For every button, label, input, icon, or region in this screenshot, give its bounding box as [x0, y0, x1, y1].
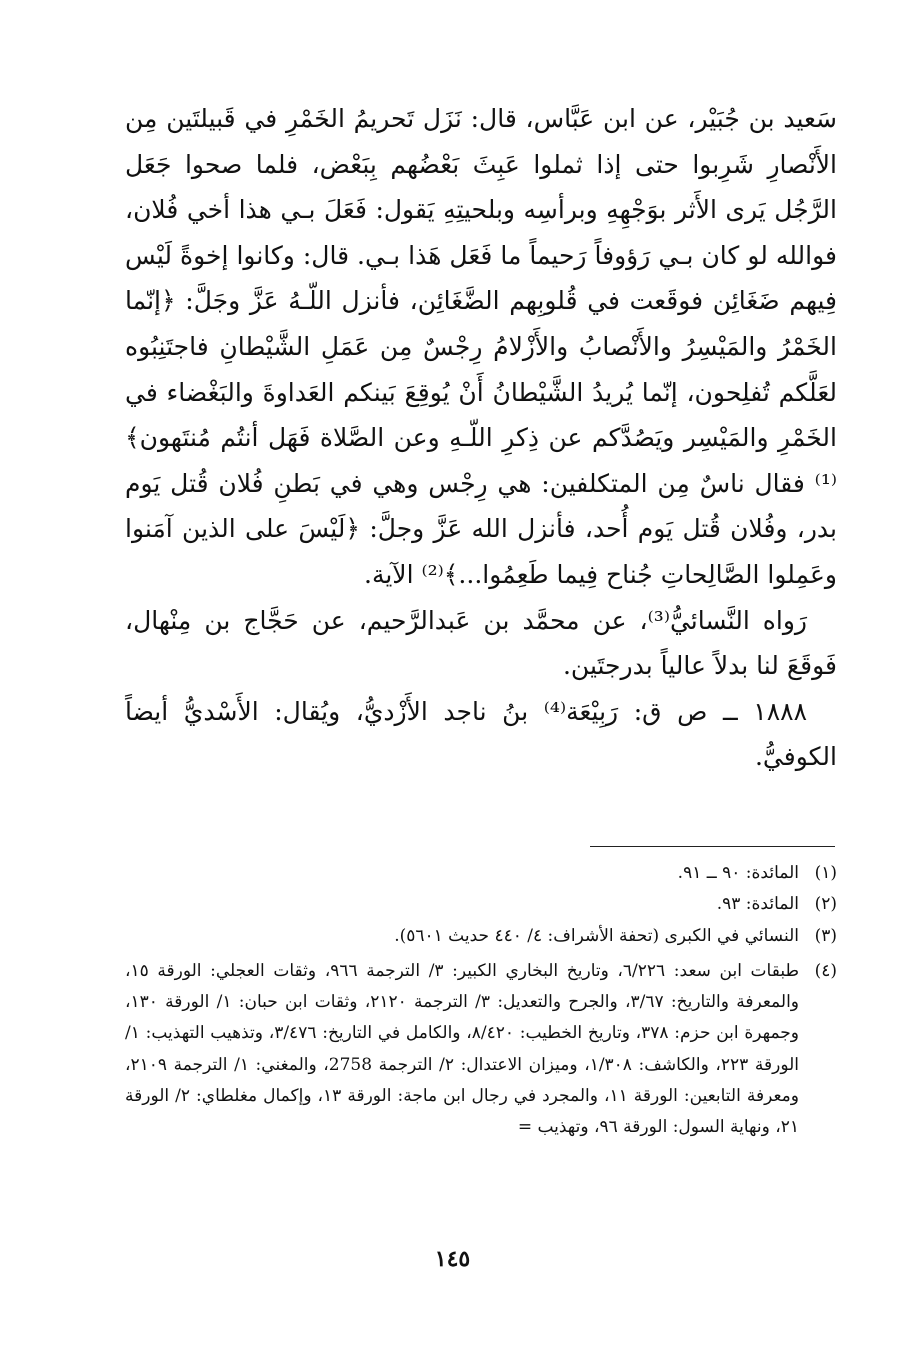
footnote-number: (٣) — [814, 925, 837, 946]
footnotes — [125, 858, 837, 1144]
paragraph-narration: رَواه النَّسائيُّ⁽³⁾، عن محمَّد بن عَبدالرَّحيم، عن حَجَّاج بن مِنْهال، فَوقَعَ لنا بدلاً عالياً بدرجتَين. — [125, 605, 837, 681]
paragraph-entry-1888: ١٨٨٨ ــ ص ق: رَبِيْعَة⁽⁴⁾ بنُ ناجد الأَزْديُّ، ويُقال: الأَسْديُّ أيضاً الكوفيُّ. — [125, 696, 837, 772]
footnote-1 — [125, 858, 837, 889]
footnote-number: (٢) — [814, 894, 837, 915]
footnote-separator — [590, 846, 835, 847]
main-text — [125, 96, 837, 780]
footnote-2 — [125, 889, 837, 920]
page-number: ١٤٥ — [434, 1246, 471, 1272]
footnote-3 — [125, 921, 837, 952]
footnote-number: (٤) — [814, 960, 837, 981]
footnote-text: طبقات ابن سعد: ٦/٢٢٦، وتاريخ البخاري الكبير: ٣/ الترجمة ٩٦٦، وثقات العجلي: الورقة ١٥، والمعرفة والتاريخ: ٣/٦٧، والجرح والتعديل: ٣/ الترجمة ٢١٢٠، وثقات ابن حبان: ١/ الورقة ١٣٠، وجمهرة ابن حزم: ٣٧٨، وتاريخ الخطيب: ٨/٤٢٠، والكامل في التاريخ: ٣/٤٧٦، وتذهيب التهذيب: ١/ الورقة ٢٢٣، والكاشف: ١/٣٠٨، وميزان الاعتدال: ٢/ الترجمة 2758، والمغني: ١/ الترجمة ٢١٠٩، ومعرفة التابعين: الورقة ١١، والمجرد في رجال ابن ماجة: الورقة ١٣، وإكمال مغلطاي: ٢/ الورقة ٢١، ونهاية السول: الورقة ٩٦، وتهذيب = — [125, 960, 800, 1138]
footnote-text: المائدة: ٩٠ ــ ٩١. — [677, 863, 799, 883]
paragraph-hadith: سَعيد بن جُبَيْر، عن ابن عَبَّاس، قال: نَزَل تَحريمُ الخَمْرِ في قَبيلتَين مِن الأَنْصارِ شَرِبوا حتى إذا ثملوا عَبِثَ بَعْضُهم بِبَعْض، فلما صحوا جَعَل الرَّجُل يَرى الأَثر بوَجْهِهِ وبرأسِه وبلحيتِهِ يَقول: فَعَلَ بـي هذا أخي فُلان، فوالله لو كان بـي رَؤوفاً رَحيماً ما فَعَل هَذا بـي. قال: وكانوا إخوةً لَيْس فِيهم ضَغَائِن فوقَعت في قُلوبِهم الضَّغَائِن، فأنزل اللّـهُ عَزَّ وجَلَّ: ﴿إنّما الخَمْرُ والمَيْسِرُ والأَنْصابُ والأَزْلامُ رِجْسٌ مِن عَمَلِ الشَّيْطانِ فاجتَنِبُوه لعَلَّكم تُفلِحون، إنّما يُريدُ الشَّيْطانُ أَنْ يُوقِعَ بَينكم العَداوةَ والبَغْضاء في الخَمْرِ والمَيْسِر ويَصُدَّكم عن ذِكرِ اللّـهِ وعن الصَّلاة فَهَل أنتُم مُنتَهون﴾⁽¹⁾ فقال ناسٌ مِن المتكلفين: هي رِجْس وهي في بَطنِ فُلان قُتل يَوم بدر، وفُلان قُتل يَوم أُحد، فأنزل الله عَزَّ وجلَّ: ﴿لَيْسَ على الذين آمَنوا وعَمِلوا الصَّالِحاتِ جُناح فِيما طَعِمُوا...﴾⁽²⁾ الآية. — [125, 104, 837, 589]
footnote-text: المائدة: ٩٣. — [716, 894, 799, 915]
footnote-text: النسائي في الكبرى (تحفة الأشراف: ٤/ ٤٤٠ حديث ٥٦٠١). — [394, 925, 799, 946]
footnote-number: (١) — [814, 863, 837, 883]
footnote-4 — [125, 956, 837, 1144]
